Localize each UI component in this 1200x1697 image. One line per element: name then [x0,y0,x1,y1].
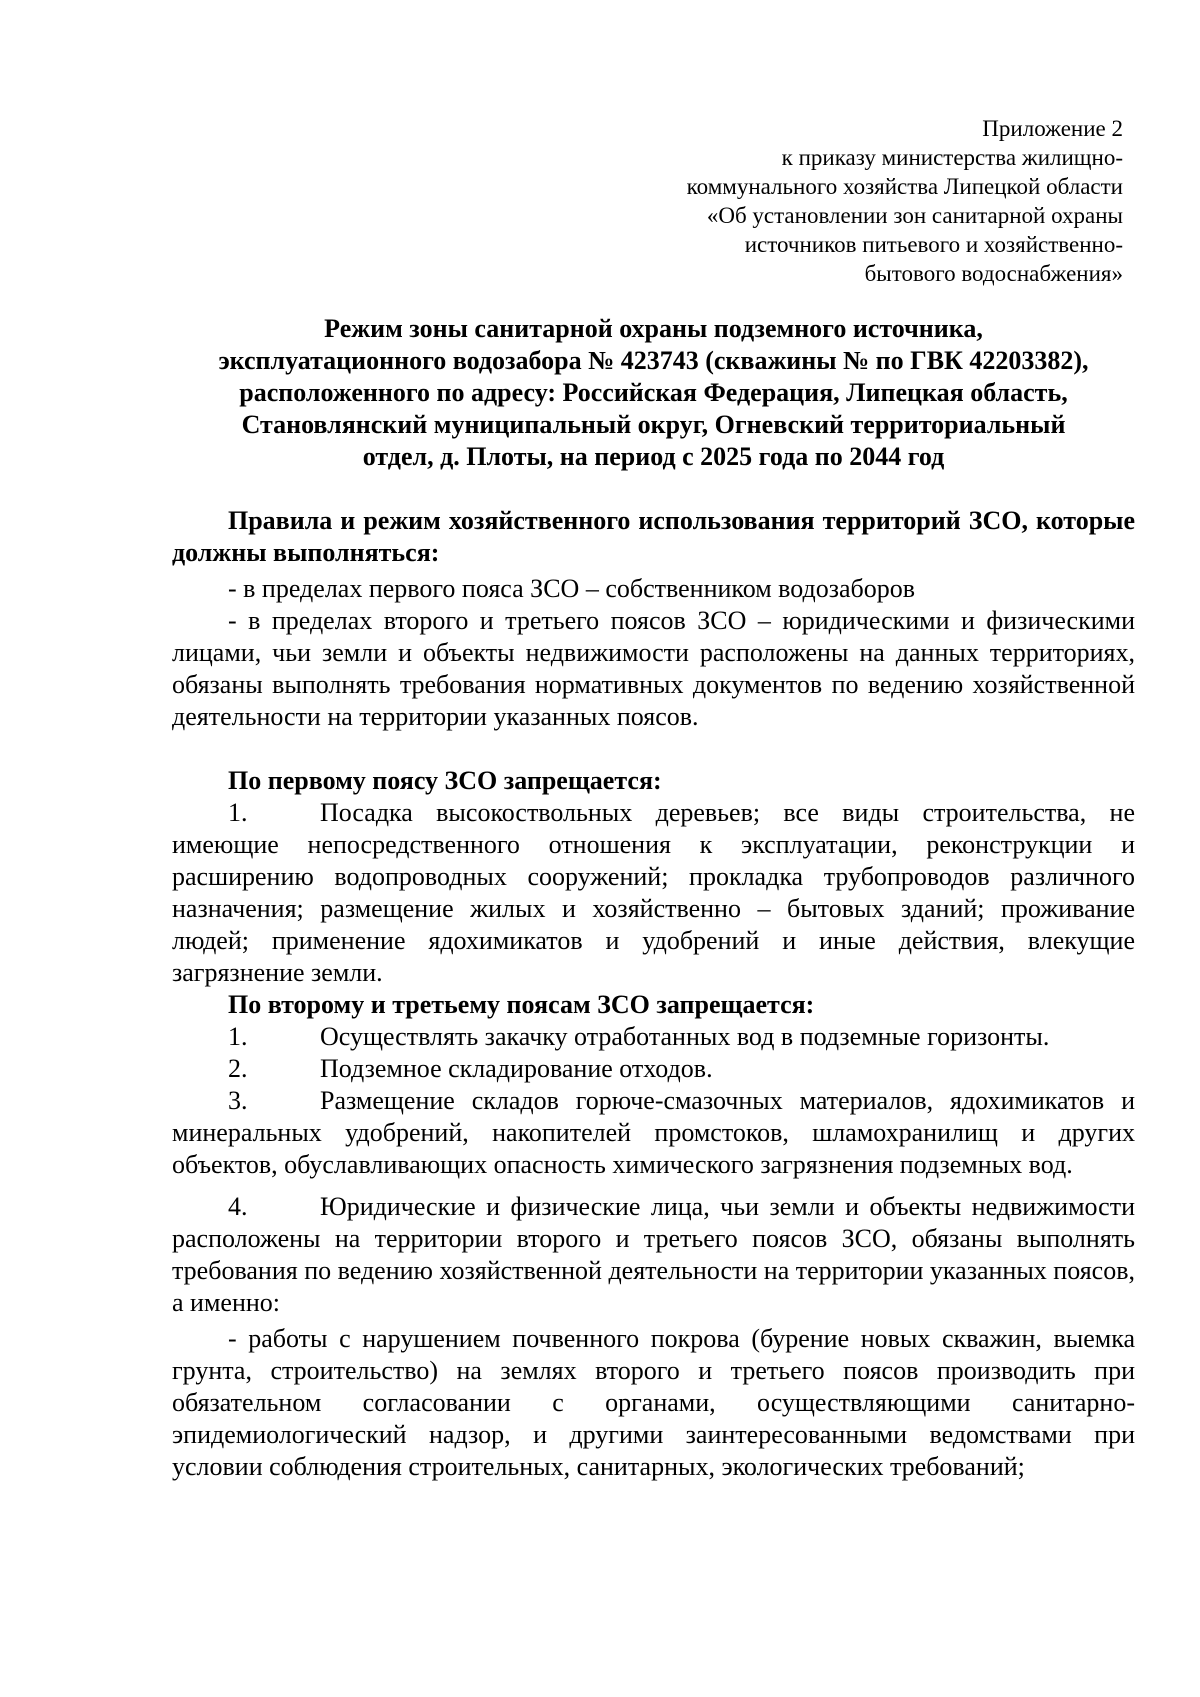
title-line: эксплуатационного водозабора № 423743 (скважины № по ГВК 42203382), [218,346,1089,375]
rules-item-second-third-belt: - в пределах второго и третьего поясов ЗСО – юридическими и физическими лицами, чьи земли и объекты недвижимости расположены на данных территориях, обязаны выполнять требования нормативных документов по ведению хозяйственной деятельности на территории указанных поясов. [172,606,1135,731]
item-text: Размещение складов горюче-смазочных материалов, ядохимикатов и минеральных удобрений, накопителей промстоков, шламохранилищ и других объектов, обуславливающих опасность химического загрязнения подземных вод. [172,1086,1135,1179]
document-title [172,313,1135,473]
second-third-belt-item-2 [172,1053,1135,1085]
appendix-line: источников питьевого и хозяйственно- [744,232,1123,257]
item-text: Посадка высокоствольных деревьев; все виды строительства, не имеющие непосредственного отношения к эксплуатации, реконструкции и расширению водопроводных сооружений; прокладка трубопроводов различного назначения; размещение жилых и хозяйственно – бытовых зданий; проживание людей; применение ядохимикатов и удобрений и иные действия, влекущие загрязнение земли. [172,798,1135,987]
appendix-line: к приказу министерства жилищно- [781,145,1123,170]
item-number: 2. [228,1054,248,1083]
first-belt-heading: По первому поясу ЗСО запрещается: [228,766,662,795]
title-line: Режим зоны санитарной охраны подземного источника, [324,314,983,343]
second-third-belt-item-1 [172,1021,1135,1053]
document-body [172,505,1135,1483]
appendix-line: «Об установлении зон санитарной охраны [706,203,1123,228]
appendix-line: Приложение 2 [982,116,1123,141]
first-belt-item-1 [172,797,1135,989]
title-line: Становлянский муниципальный округ, Огневский территориальный [241,410,1066,439]
appendix-line: бытового водоснабжения» [864,261,1123,286]
title-line: отдел, д. Плоты, на период с 2025 года по 2044 год [362,442,945,471]
item-number: 1. [228,1022,248,1051]
appendix-header [600,114,1123,288]
item-text: Осуществлять закачку отработанных вод в подземные горизонты. [320,1022,1050,1051]
item-text: Юридические и физические лица, чьи земли и объекты недвижимости расположены на территории второго и третьего поясов ЗСО, обязаны выполнять требования по ведению хозяйственной деятельности на территории указанных поясов, а именно: [172,1192,1135,1317]
item-text: Подземное складирование отходов. [320,1054,713,1083]
rules-heading: Правила и режим хозяйственного использования территорий ЗСО, которые должны выполняться: [172,506,1135,567]
appendix-line: коммунального хозяйства Липецкой области [686,174,1123,199]
second-third-belt-heading: По второму и третьему поясам ЗСО запрещается: [228,990,815,1019]
rules-item-first-belt: - в пределах первого пояса ЗСО – собственником водозаборов [228,574,916,603]
title-line: расположенного по адресу: Российская Федерация, Липецкая область, [239,378,1068,407]
item-number: 3. [228,1086,248,1115]
second-third-belt-sub-item: - работы с нарушением почвенного покрова (бурение новых скважин, выемка грунта, строительство) на землях второго и третьего поясов производить при обязательном согласовании с органами, осуществляющими санитарно-эпидемиологический надзор, и другими заинтересованными ведомствами при условии соблюдения строительных, санитарных, экологических требований; [172,1324,1135,1481]
item-number: 1. [228,798,248,827]
second-third-belt-item-4 [172,1191,1135,1319]
item-number: 4. [228,1192,248,1221]
second-third-belt-item-3 [172,1085,1135,1181]
